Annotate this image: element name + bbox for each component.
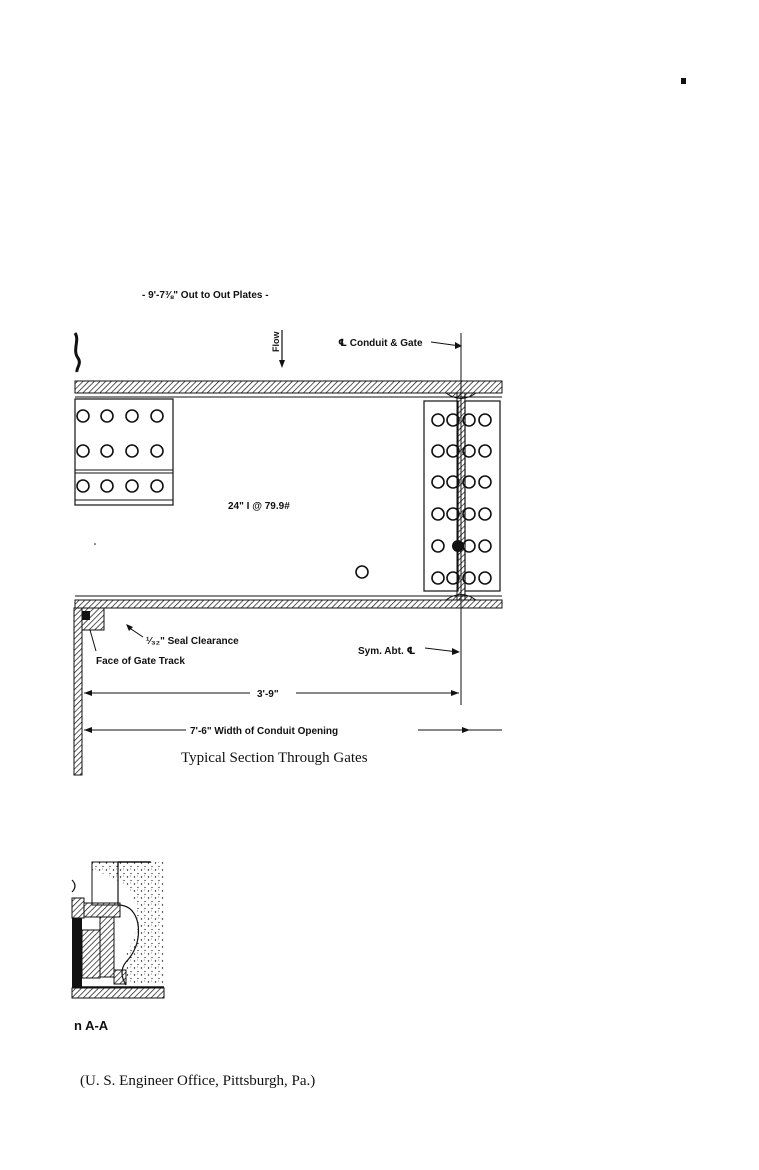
left-rivet-group	[77, 410, 163, 492]
seal-clearance-label: ¹⁄₃₂" Seal Clearance	[146, 636, 239, 647]
stray-dot	[94, 543, 96, 545]
lone-rivet	[356, 566, 368, 578]
opening-width-label: 7'-6" Width of Conduit Opening	[190, 726, 339, 737]
corner-mark	[681, 78, 686, 84]
section-aa-detail	[72, 862, 165, 998]
right-end-plate-left	[424, 401, 458, 591]
break-line	[75, 333, 79, 372]
flow-arrow	[271, 330, 285, 368]
filled-rivet	[452, 540, 464, 552]
gate-track-wall	[74, 608, 82, 775]
symmetry-label: Sym. Abt. ℄	[358, 646, 416, 657]
top-skin-plate	[75, 381, 502, 393]
beam-label: 24" I @ 79.9#	[228, 501, 290, 512]
source-credit: (U. S. Engineer Office, Pittsburgh, Pa.)	[80, 1073, 316, 1089]
conduit-gate-label: ℄ Conduit & Gate	[338, 338, 423, 349]
flow-label: Flow	[271, 331, 281, 352]
gate-track-label: Face of Gate Track	[96, 656, 185, 667]
gate-track-leader	[90, 630, 96, 651]
half-width-label: 3'-9"	[257, 689, 279, 700]
bottom-flange-weld	[446, 595, 476, 601]
right-end-plate-right	[465, 401, 500, 591]
overall-width-label: - 9'-7⅜" Out to Out Plates -	[142, 290, 269, 301]
bottom-skin-plate	[75, 600, 502, 608]
section-title: Typical Section Through Gates	[181, 750, 368, 766]
top-flange-weld	[446, 393, 476, 399]
section-aa-label: n A-A	[74, 1018, 109, 1033]
